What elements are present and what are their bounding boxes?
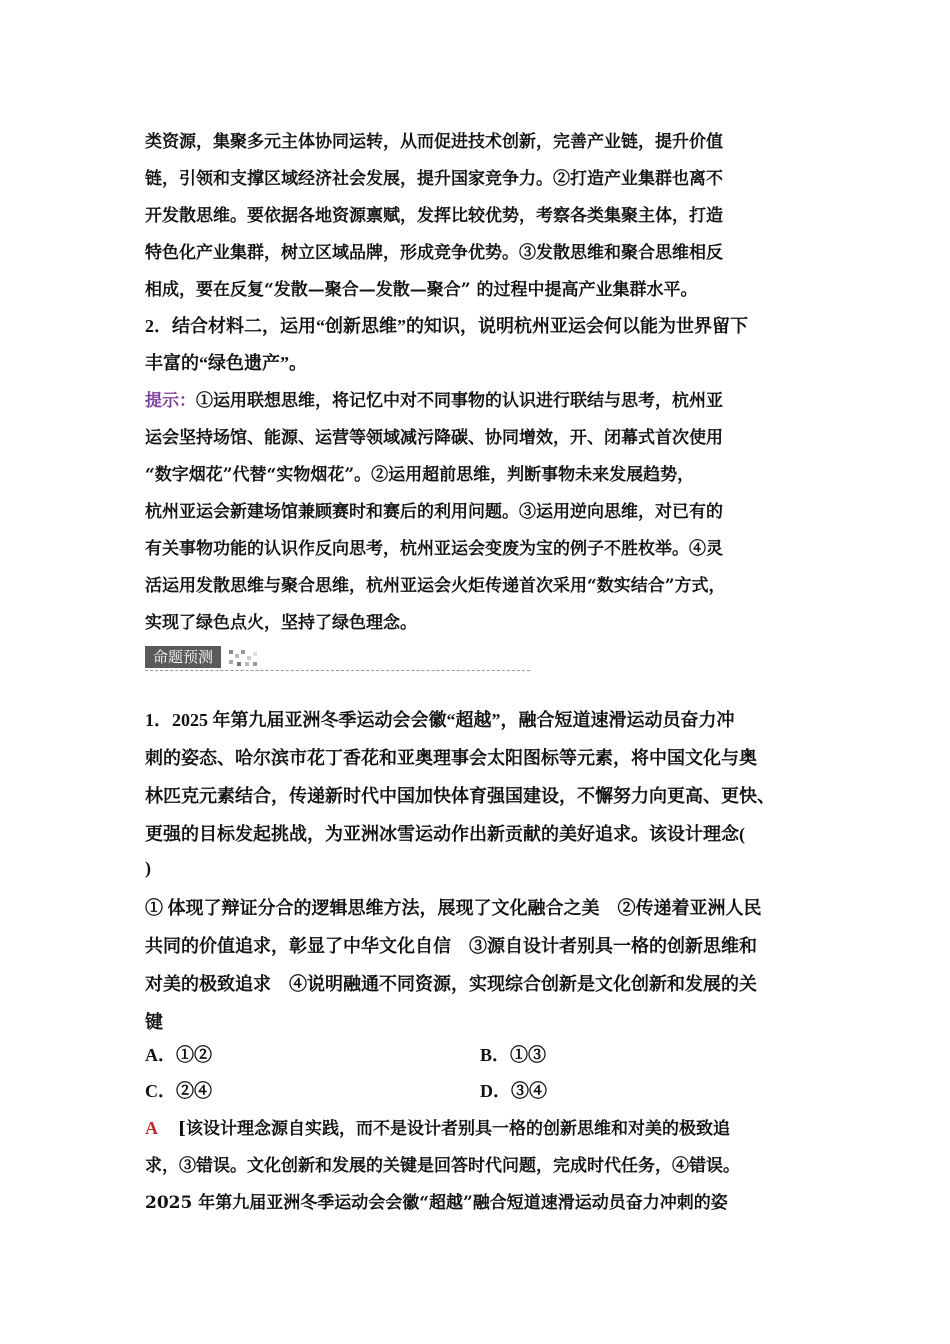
hint-first-line [145, 386, 723, 411]
hint-label: 提示： [145, 391, 196, 411]
option-c: C．②④ [145, 1081, 212, 1101]
question1-line: 对美的极致追求 ④说明融通不同资源，实现综合创新是文化创新和发展的关 [145, 974, 757, 994]
hint-line: 活运用发散思维与聚合思维，杭州亚运会火炬传递首次采用“数实结合”方式， [145, 576, 726, 596]
answer-letter: A [145, 1118, 158, 1138]
hint-line: 有关事物功能的认识作反向思考，杭州亚运会变废为宝的例子不胜枚举。④灵 [145, 539, 723, 559]
answer1-line: 2025 年第九届亚洲冬季运动会会徽“超越”融合短道速滑运动员奋力冲刺的姿 [145, 1193, 728, 1213]
answer-prev-line: 开发散思维。要依据各地资源禀赋，发挥比较优势，考察各类集聚主体，打造 [145, 206, 723, 226]
question1-line: 刺的姿态、哈尔滨市花丁香花和亚奥理事会太阳图标等元素，将中国文化与奥 [145, 748, 757, 768]
answer1-first-line [145, 1114, 730, 1139]
hint-line: 运会坚持场馆、能源、运营等领域减污降碳、协同增效，开、闭幕式首次使用 [145, 428, 723, 448]
option-d: D．③④ [480, 1081, 547, 1101]
question1-line: 共同的价值追求，彰显了中华文化自信 ③源自设计者别具一格的创新思维和 [145, 936, 757, 956]
question1-line: 更强的目标发起挑战，为亚洲冰雪运动作出新贡献的美好追求。该设计理念( [145, 824, 745, 844]
answer-prev-line: 特色化产业集群，树立区域品牌，形成竞争优势。③发散思维和聚合思维相反 [145, 243, 723, 263]
section-divider [145, 646, 530, 671]
option-a: A．①② [145, 1045, 212, 1065]
section-tag: 命题预测 [145, 646, 221, 668]
hint-line: 杭州亚运会新建场馆兼顾赛时和赛后的利用问题。③运用逆向思维，对已有的 [145, 502, 723, 522]
answer-prev-line: 相成，要在反复“发散—聚合—发散—聚合” 的过程中提高产业集群水平。 [145, 280, 698, 300]
question1-line: ) [145, 858, 151, 878]
hint-line: “数字烟花”代替“实物烟花”。②运用超前思维，判断事物未来发展趋势， [145, 465, 695, 485]
question2-line: 丰富的“绿色遗产”。 [145, 353, 307, 373]
question1-line: 林匹克元素结合，传递新时代中国加快体育强国建设，不懈努力向更高、更快、 [145, 786, 775, 806]
answer-prev-line: 类资源，集聚多元主体协同运转，从而促进技术创新，完善产业链，提升价值 [145, 132, 723, 152]
dots-decoration-icon [229, 648, 259, 668]
question1-line: 1．2025 年第九届亚洲冬季运动会会徽“超越”，融合短道速滑运动员奋力冲 [145, 710, 735, 730]
answer1-text: [该设计理念源自实践，而不是设计者别具一格的创新思维和对美的极致追 [177, 1119, 730, 1139]
answer-prev-line: 链，引领和支撑区域经济社会发展，提升国家竞争力。②打造产业集群也离不 [145, 169, 723, 189]
question1-line: ① 体现了辩证分合的逻辑思维方法，展现了文化融合之美 ②传递着亚洲人民 [145, 898, 762, 918]
option-b: B．①③ [480, 1045, 547, 1065]
hint-line: 实现了绿色点火，坚持了绿色理念。 [145, 613, 417, 633]
question1-line: 键 [145, 1012, 163, 1032]
hint-text: ①运用联想思维，将记忆中对不同事物的认识进行联结与思考，杭州亚 [196, 391, 723, 411]
answer1-line: 求，③错误。文化创新和发展的关键是回答时代问题，完成时代任务，④错误。 [145, 1156, 740, 1176]
question2-line: 2．结合材料二，运用“创新思维”的知识，说明杭州亚运会何以能为世界留下 [145, 316, 748, 336]
